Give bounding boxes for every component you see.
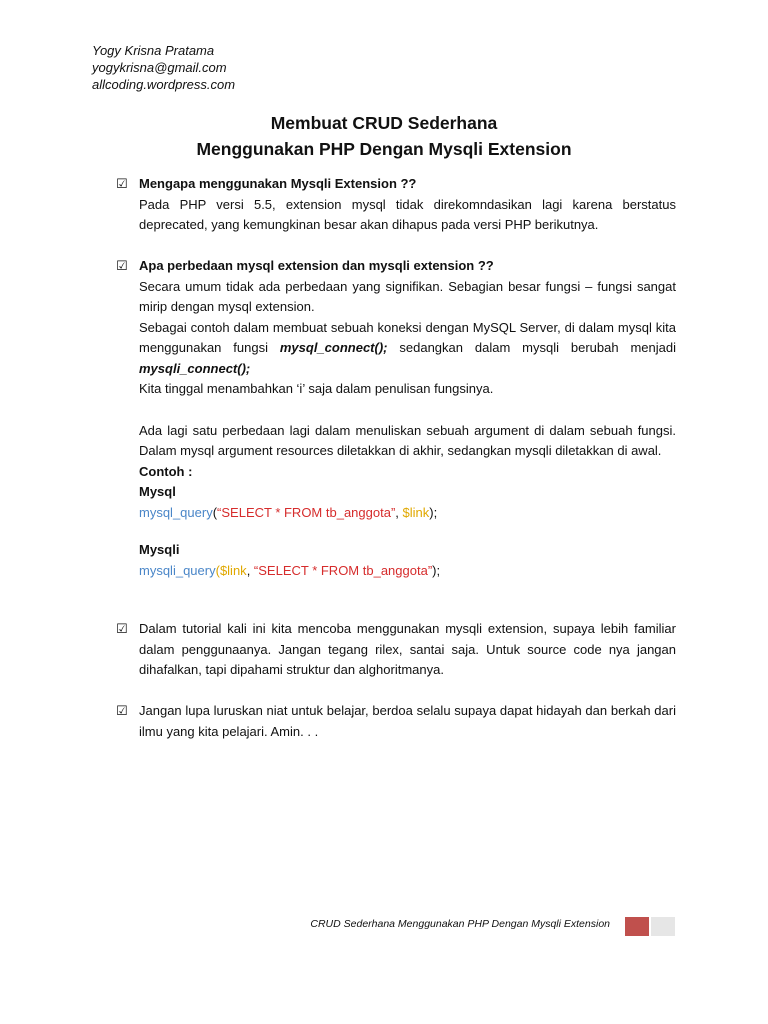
page-title <box>0 110 768 162</box>
code-function: mysql_query <box>139 504 213 520</box>
section-why-mysqli <box>116 174 676 236</box>
code-variable: $link <box>402 504 430 520</box>
footer-accent-red <box>625 917 649 936</box>
connect-text-mid: sedangkan dalam mysqli berubah menjadi <box>387 340 676 355</box>
code-string: “SELECT * FROM tb_anggota” <box>217 504 396 520</box>
author-email: yogykrisna@gmail.com <box>92 60 227 75</box>
footer-title: CRUD Sederhana Menggunakan PHP Dengan Mysqli Extension <box>310 918 610 930</box>
connect-text-prefix: Sebagai contoh dalam membuat sebuah koneksi dengan MySQL Server, di dalam mysql kita menggunakan fungsi <box>139 319 676 355</box>
paragraph-add-i: Kita tinggal menambahkan ‘i’ saja dalam penulisan fungsinya. <box>139 381 494 396</box>
paragraph-similarity: Secara umum tidak ada perbedaan yang signifikan. Sebagian besar fungsi – fungsi sangat mirip dengan mysql extension. <box>139 278 676 314</box>
mysqli-connect-fn: mysqli_connect(); <box>139 360 251 376</box>
section-text: Jangan lupa luruskan niat untuk belajar, berdoa selalu supaya dapat hidayah dan berkah dari ilmu yang kita pelajari. Amin. . . <box>139 703 676 739</box>
author-name: Yogy Krisna Pratama <box>92 43 215 58</box>
code-function: mysqli_query <box>139 562 216 578</box>
paragraph-connect-example <box>139 318 676 380</box>
section-text: Dalam tutorial kali ini kita mencoba menggunakan mysqli extension, supaya lebih familiar dalam penggunaanya. Jangan tegang rilex, santai saja. Untuk source code nya jangan dihafalkan, tapi dipahami struktur dan alghoritmanya. <box>139 621 676 677</box>
mysql-label: Mysql <box>139 484 176 499</box>
code-string: “SELECT * FROM tb_anggota” <box>253 562 433 578</box>
checkbox-icon: ☑ <box>116 176 128 191</box>
section-tutorial-note <box>116 619 676 681</box>
example-label: Contoh : <box>139 463 193 479</box>
checkbox-icon: ☑ <box>116 703 128 718</box>
title-line-1: Membuat CRUD Sederhana <box>270 113 498 133</box>
section-closing <box>116 701 676 742</box>
paragraph-argument-order: Ada lagi satu perbedaan lagi dalam menuliskan sebuah argument di dalam sebuah fungsi. Dalam mysql argument resources diletakkan di akhir, sedangkan mysqli diletakkan di awal. <box>139 422 676 458</box>
author-site: allcoding.wordpress.com <box>92 77 236 92</box>
author-block <box>92 42 235 93</box>
section-text: Pada PHP versi 5.5, extension mysql tidak direkomndasikan lagi karena berstatus deprecated, yang kemungkinan besar akan dihapus pada versi PHP berikutnya. <box>139 196 676 232</box>
section-differences <box>116 256 676 581</box>
code-variable: $link <box>219 562 247 578</box>
mysql-connect-fn: mysql_connect(); <box>279 340 388 355</box>
checkbox-icon: ☑ <box>116 621 128 636</box>
mysql-code-line: mysql_query(“SELECT * FROM tb_anggota”, $link); <box>139 504 438 520</box>
checkbox-icon: ☑ <box>116 258 128 273</box>
section-heading: Apa perbedaan mysql extension dan mysqli extension ?? <box>139 258 494 273</box>
mysqli-code-line: mysqli_query($link, “SELECT * FROM tb_anggota”); <box>139 562 441 578</box>
footer-accent-grey <box>651 917 675 936</box>
mysqli-label: Mysqli <box>139 542 180 557</box>
title-line-2: Menggunakan PHP Dengan Mysqli Extension <box>196 139 572 159</box>
section-heading: Mengapa menggunakan Mysqli Extension ?? <box>139 176 417 191</box>
